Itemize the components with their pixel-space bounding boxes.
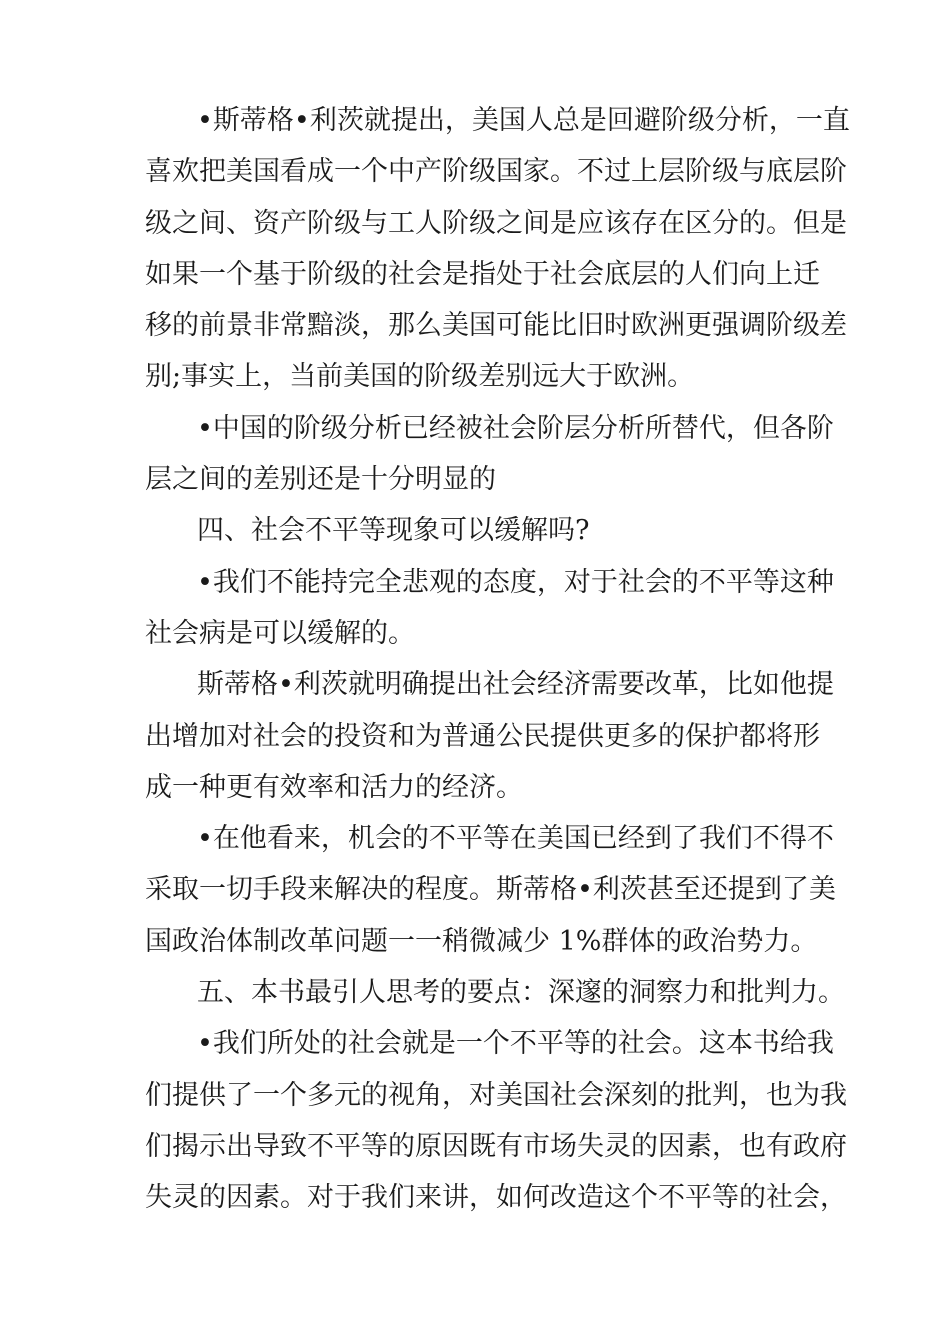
text-line: 斯蒂格•利茨就明确提出社会经济需要改革，比如他提 — [197, 669, 834, 701]
section-heading: 五、本书最引人思考的要点：深邃的洞察力和批判力。 — [197, 977, 845, 1009]
text-line: 社会病是可以缓解的。 — [145, 617, 415, 649]
document-body — [145, 95, 850, 1224]
text-line: 出增加对社会的投资和为普通公民提供更多的保护都将形 — [145, 720, 820, 752]
text-line: 层之间的差别还是十分明显的 — [145, 464, 496, 496]
text-line: 失灵的因素。对于我们来讲，如何改造这个不平等的社会， — [145, 1182, 847, 1214]
text-line: •斯蒂格•利茨就提出，美国人总是回避阶级分析，一直 — [197, 105, 850, 136]
text-line: 别;事实上，当前美国的阶级差别远大于欧洲。 — [145, 361, 695, 393]
text-line: 级之间、资产阶级与工人阶级之间是应该存在区分的。但是 — [145, 207, 847, 239]
text-line: •中国的阶级分析已经被社会阶层分析所替代，但各阶 — [197, 412, 834, 444]
text-line: 成一种更有效率和活力的经济。 — [145, 771, 523, 803]
text-line: 采取一切手段来解决的程度。斯蒂格•利茨甚至还提到了美 — [145, 874, 836, 906]
text-line: •在他看来，机会的不平等在美国已经到了我们不得不 — [197, 823, 834, 855]
text-line: 们揭示出导致不平等的原因既有市场失灵的因素，也有政府 — [145, 1130, 847, 1162]
text-line: 喜欢把美国看成一个中产阶级国家。不过上层阶级与底层阶 — [145, 156, 847, 188]
section-heading: 四、社会不平等现象可以缓解吗? — [197, 515, 590, 547]
text-line: 们提供了一个多元的视角，对美国社会深刻的批判，也为我 — [145, 1079, 847, 1111]
text-line: •我们不能持完全悲观的态度，对于社会的不平等这种 — [197, 566, 834, 598]
text-line: 国政治体制改革问题一一稍微减少 1%群体的政治势力。 — [145, 925, 818, 957]
text-line: •我们所处的社会就是一个不平等的社会。这本书给我 — [197, 1028, 834, 1060]
text-line: 移的前景非常黯淡，那么美国可能比旧时欧洲更强调阶级差 — [145, 310, 847, 342]
text-line: 如果一个基于阶级的社会是指处于社会底层的人们向上迁 — [145, 258, 820, 290]
